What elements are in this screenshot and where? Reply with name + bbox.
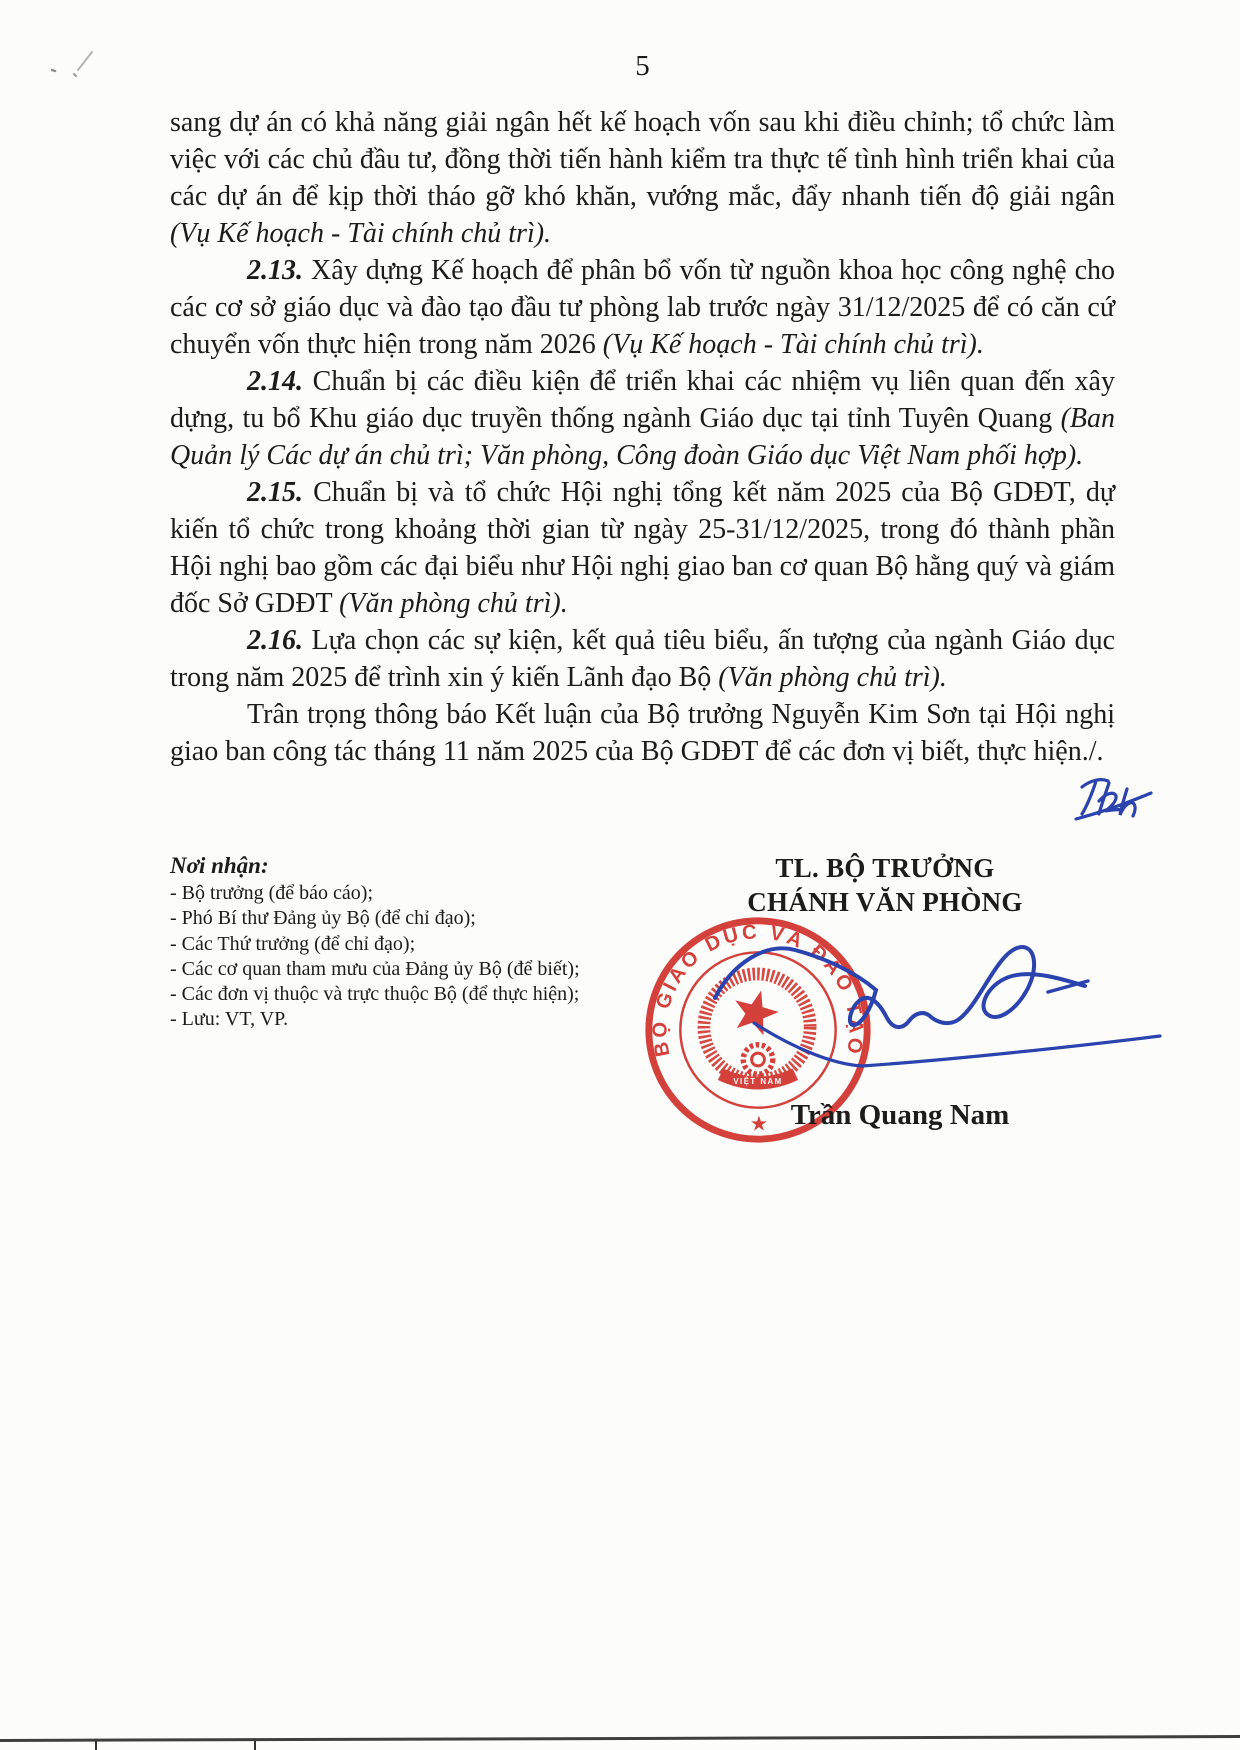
recipient-item: - Bộ trưởng (để báo cáo); bbox=[170, 882, 374, 904]
text-segment: Xây dựng Kế hoạch để phân bổ vốn từ nguồn khoa học công nghệ cho các cơ sở giáo dục và đào tạo đầu tư phòng lab trước ngày 31/12/2025 để có căn cứ chuyển vốn thực hiện trong năm 2026 bbox=[170, 255, 1115, 360]
text-segment-italic: (Vụ Kế hoạch - Tài chính chủ trì). bbox=[170, 218, 552, 249]
recipients-title: Nơi nhận: bbox=[170, 853, 269, 878]
text-segment-italic: (Văn phòng chủ trì). bbox=[718, 662, 947, 693]
recipient-item: - Phó Bí thư Đảng ủy Bộ (để chỉ đạo); bbox=[170, 907, 476, 930]
text-segment: Chuẩn bị các điều kiện để triển khai các nhiệm vụ liên quan đến xây dựng, tu bổ Khu giáo dục truyền thống ngành Giáo dục tại tỉnh Tuyên Quang bbox=[170, 366, 1115, 434]
text-segment-italic: (Ban Quản lý Các dự án chủ trì; Văn phòng, Công đoàn Giáo dục Việt Nam phối hợp). bbox=[170, 403, 1115, 471]
seal-bottom-star-icon: ★ bbox=[749, 1113, 769, 1136]
recipient-item: - Các cơ quan tham mưu của Đảng ủy Bộ (để biết); bbox=[170, 957, 580, 980]
scan-edge-tick bbox=[95, 1740, 97, 1750]
clause-2-16 bbox=[170, 622, 1115, 696]
clause-number: 2.15. bbox=[247, 477, 303, 508]
signature-ink bbox=[690, 928, 1170, 1088]
handwritten-initials bbox=[1063, 772, 1153, 822]
scan-edge-line bbox=[0, 1735, 1240, 1742]
signature-heading bbox=[710, 851, 1060, 919]
recipient-item: - Các đơn vị thuộc và trực thuộc Bộ (để thực hiện); bbox=[170, 983, 580, 1006]
signer-title: CHÁNH VĂN PHÒNG bbox=[747, 887, 1023, 917]
signer-authority: TL. BỘ TRƯỞNG bbox=[775, 853, 995, 883]
emblem-banner-text: VIỆT NAM bbox=[733, 1077, 783, 1087]
text-segment-italic: (Văn phòng chủ trì). bbox=[339, 588, 568, 619]
text-segment: Chuẩn bị và tổ chức Hội nghị tổng kết năm 2025 của Bộ GDĐT, dự kiến tổ chức trong khoảng thời gian từ ngày 25-31/12/2025, trong đó thành phần Hội nghị bao gồm các đại biểu như Hội nghị giao ban cơ quan Bộ hằng quý và giám đốc Sở GDĐT bbox=[170, 477, 1115, 619]
text-segment: sang dự án có khả năng giải ngân hết kế hoạch vốn sau khi điều chỉnh; tổ chức làm việc với các chủ đầu tư, đồng thời tiến hành kiểm tra thực tế tình hình triển khai của các dự án để kịp thời tháo gỡ khó khăn, vướng mắc, đẩy nhanh tiến độ giải ngân bbox=[170, 107, 1115, 212]
seal-ring-text: BỘ GIÁO DỤC VÀ ĐÀO TẠO bbox=[649, 921, 867, 1059]
page-number: 5 bbox=[635, 50, 650, 82]
scan-pencil-marks bbox=[30, 20, 150, 90]
closing-paragraph bbox=[170, 696, 1115, 770]
recipient-item: - Lưu: VT, VP. bbox=[170, 1008, 289, 1031]
scan-edge-tick bbox=[254, 1740, 256, 1750]
text-segment: Trân trọng thông báo Kết luận của Bộ trưởng Nguyễn Kim Sơn tại Hội nghị giao ban công tác tháng 11 năm 2025 của Bộ GDĐT để các đơn vị biết, thực hiện./. bbox=[170, 699, 1115, 767]
recipient-item: - Các Thứ trưởng (để chỉ đạo); bbox=[170, 932, 416, 955]
clause-number: 2.13. bbox=[247, 255, 303, 286]
clause-number: 2.16. bbox=[247, 625, 303, 656]
recipients-block bbox=[170, 852, 640, 1033]
document-body bbox=[170, 104, 1115, 770]
paragraph-continuation bbox=[170, 104, 1115, 252]
clause-number: 2.14. bbox=[247, 366, 303, 397]
text-segment: Lựa chọn các sự kiện, kết quả tiêu biểu, ấn tượng của ngành Giáo dục trong năm 2025 để trình xin ý kiến Lãnh đạo Bộ bbox=[170, 625, 1115, 693]
signer-name: Trần Quang Nam bbox=[790, 1099, 1010, 1131]
clause-2-15 bbox=[170, 474, 1115, 622]
text-segment-italic: (Vụ Kế hoạch - Tài chính chủ trì). bbox=[602, 329, 984, 360]
clause-2-13 bbox=[170, 252, 1115, 363]
clause-2-14 bbox=[170, 363, 1115, 474]
